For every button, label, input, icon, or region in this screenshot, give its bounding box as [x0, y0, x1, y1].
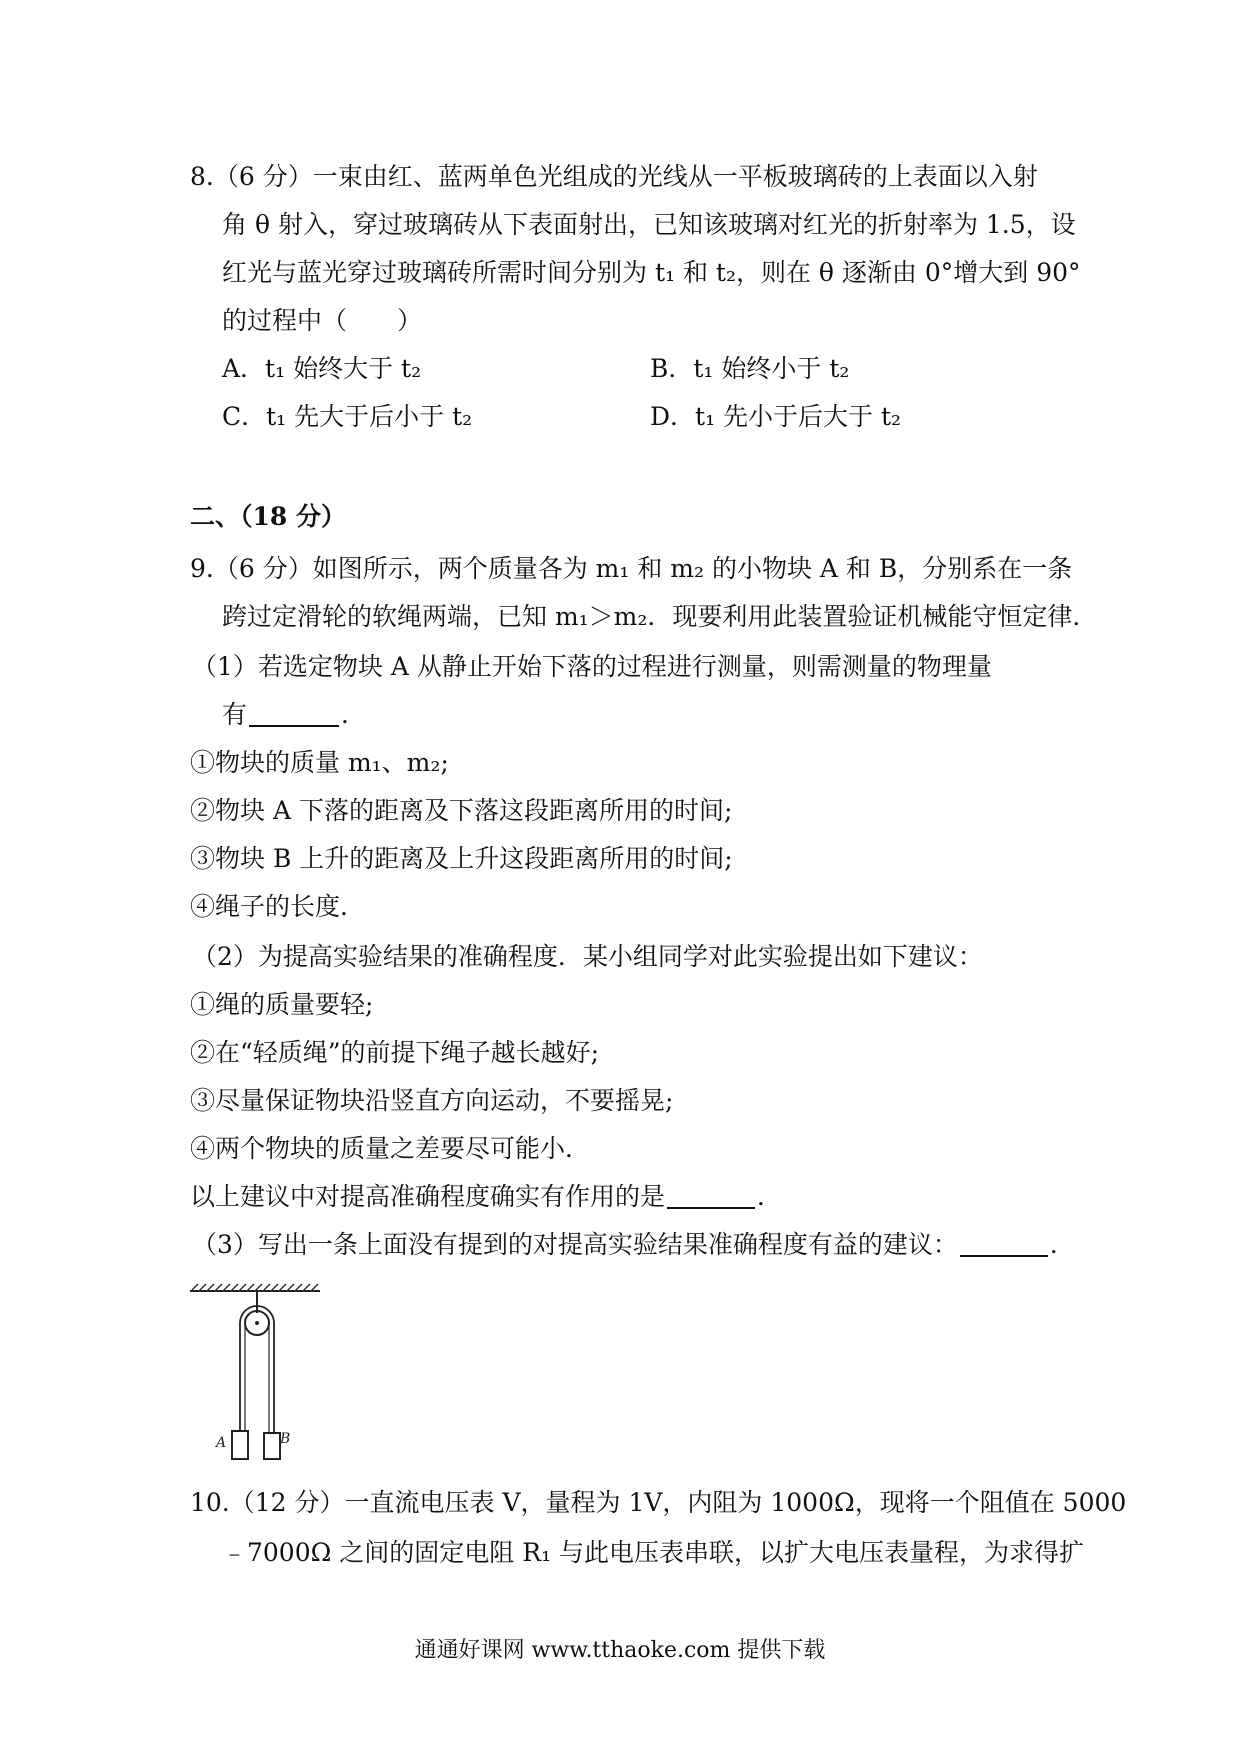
q9-part2-answer-blank[interactable] [667, 1183, 755, 1209]
q9-part1-line-2 [222, 698, 366, 732]
q9-part2-item: ①绳的质量要轻; [190, 990, 374, 1019]
q9-part2-item: ④两个物块的质量之差要尽可能小． [190, 1134, 591, 1163]
q8-option-c: C．t₁ 先大于后小于 t₂ [222, 402, 473, 431]
q9-line-2: 跨过定滑轮的软绳两端，已知 m₁＞m₂．现要利用此装置验证机械能守恒定律． [222, 602, 1098, 631]
q10-line-1: 10.（12 分）一直流电压表 V，量程为 1V，内阻为 1000Ω，现将一个阻值在 5000 [190, 1488, 1127, 1517]
q9-part2-answer-suffix: ． [757, 1182, 783, 1211]
q8-line-2: 角 θ 射入，穿过玻璃砖从下表面射出，已知该玻璃对红光的折射率为 1.5，设 [222, 210, 1076, 239]
footer-source: 通通好课网 www.tthaoke.com 提供下载 [414, 1638, 826, 1663]
section-2-heading: 二、（18 分） [190, 502, 346, 531]
q9-part2-intro: （2）为提高实验结果的准确程度．某小组同学对此实验提出如下建议： [192, 942, 983, 971]
block-a [232, 1431, 248, 1459]
q9-part1-suffix: ． [341, 700, 367, 729]
pulley-diagram [188, 1283, 328, 1469]
q9-part1-item: ②物块 A 下落的距离及下落这段距离所用的时间; [190, 796, 733, 825]
pulley-hub [255, 1321, 259, 1325]
q9-part1-prefix: 有 [222, 700, 248, 729]
q8-option-d: D．t₁ 先小于后大于 t₂ [650, 402, 902, 431]
q8-line-1: 8.（6 分）一束由红、蓝两单色光组成的光线从一平板玻璃砖的上表面以入射 [190, 162, 1038, 191]
q9-part3-prefix: （3）写出一条上面没有提到的对提高实验结果准确程度有益的建议： [192, 1230, 958, 1259]
q8-line-3: 红光与蓝光穿过玻璃砖所需时间分别为 t₁ 和 t₂，则在 θ 逐渐由 0°增大到 90° [222, 258, 1081, 287]
q9-part1-item: ③物块 B 上升的距离及上升这段距离所用的时间; [190, 844, 733, 873]
ceiling-hatching [190, 1284, 320, 1291]
q9-part1-line-1: （1）若选定物块 A 从静止开始下落的过程进行测量，则需测量的物理量 [192, 652, 992, 681]
q9-part1-item: ①物块的质量 m₁、m₂; [190, 748, 449, 777]
q8-option-a: A．t₁ 始终大于 t₂ [222, 354, 422, 383]
q8-line-4: 的过程中（ ） [222, 306, 423, 335]
q9-line-1: 9.（6 分）如图所示，两个质量各为 m₁ 和 m₂ 的小物块 A 和 B，分别系在一条 [190, 554, 1073, 583]
q9-part3-answer-blank[interactable] [960, 1231, 1048, 1257]
q10-line-2: ﹣7000Ω 之间的固定电阻 R₁ 与此电压表串联，以扩大电压表量程，为求得扩 [222, 1538, 1085, 1567]
q9-part2-item: ②在“轻质绳”的前提下绳子越长越好; [190, 1038, 599, 1067]
q9-part2-answer-line [190, 1180, 782, 1214]
label-b: B [280, 1431, 291, 1447]
q9-part2-answer-prefix: 以上建议中对提高准确程度确实有作用的是 [190, 1182, 666, 1211]
q9-part1-item: ④绳子的长度． [190, 892, 366, 921]
q9-part2-item: ③尽量保证物块沿竖直方向运动，不要摇晃; [190, 1086, 674, 1115]
label-a: A [216, 1435, 227, 1451]
block-b [264, 1433, 280, 1459]
q9-part1-answer-blank[interactable] [249, 701, 339, 727]
q8-option-b: B．t₁ 始终小于 t₂ [650, 354, 850, 383]
q9-part3-suffix: ． [1049, 1230, 1075, 1259]
q9-part3-line [192, 1228, 1075, 1262]
